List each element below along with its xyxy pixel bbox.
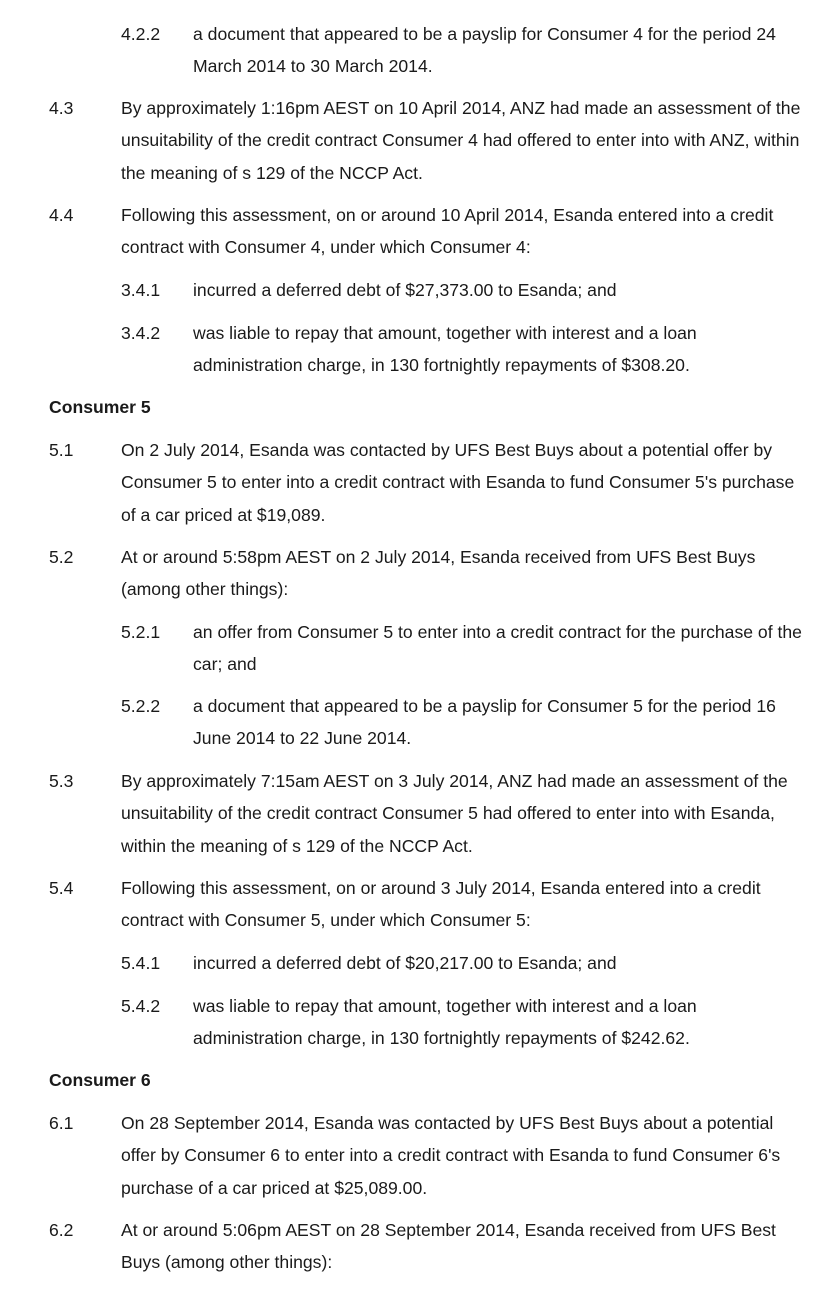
paragraph-number: 4.3 (49, 98, 74, 118)
paragraph-text: was liable to repay that amount, together with interest and a loan administration charge, in 130 fortnightly repayments of $308.20. (193, 323, 697, 376)
paragraph-text: a document that appeared to be a payslip for Consumer 4 for the period 24 March 2014 to 30 March 2014. (193, 24, 776, 77)
paragraph-number: 6.2 (49, 1220, 74, 1240)
paragraph-text: an offer from Consumer 5 to enter into a credit contract for the purchase of the car; and (193, 622, 802, 675)
paragraph-number: 5.2.1 (121, 622, 161, 642)
paragraph-text: On 28 September 2014, Esanda was contacted by UFS Best Buys about a potential offer by Consumer 6 to enter into a credit contract with Esanda to fund Consumer 6's purchase of a car priced at $25,089.00. (121, 1113, 781, 1198)
paragraph-number: 6.1 (49, 1113, 74, 1133)
paragraph-text: a document that appeared to be a payslip for Consumer 5 for the period 16 June 2014 to 22 June 2014. (193, 696, 776, 749)
paragraph-number: 3.4.1 (121, 280, 161, 300)
paragraph-number: 5.3 (49, 771, 74, 791)
paragraph-number: 4.4 (49, 205, 74, 225)
paragraph-number: 5.2 (49, 547, 74, 567)
paragraph-number: 5.4 (49, 878, 74, 898)
paragraph-text: Following this assessment, on or around 3 July 2014, Esanda entered into a credit contract with Consumer 5, under which Consumer 5: (121, 878, 761, 931)
section-heading-consumer-6: Consumer 6 (49, 1070, 151, 1090)
paragraph-text: was liable to repay that amount, together with interest and a loan administration charge, in 130 fortnightly repayments of $242.62. (193, 996, 697, 1049)
paragraph-number: 5.4.2 (121, 996, 161, 1016)
paragraph-number: 3.4.2 (121, 323, 161, 343)
paragraph-number: 5.1 (49, 440, 74, 460)
paragraph-text: By approximately 7:15am AEST on 3 July 2014, ANZ had made an assessment of the unsuitability of the credit contract Consumer 5 had offered to enter into with Esanda, within the meaning of s 129 of the NCCP Act. (121, 771, 788, 856)
paragraph-text: At or around 5:58pm AEST on 2 July 2014, Esanda received from UFS Best Buys (among other things): (121, 547, 756, 600)
paragraph-text: Following this assessment, on or around 10 April 2014, Esanda entered into a credit contract with Consumer 4, under which Consumer 4: (121, 205, 774, 258)
paragraph-text: incurred a deferred debt of $20,217.00 to Esanda; and (193, 953, 617, 973)
section-heading-consumer-5: Consumer 5 (49, 397, 151, 417)
paragraph-text: incurred a deferred debt of $27,373.00 to Esanda; and (193, 280, 617, 300)
paragraph-text: At or around 5:06pm AEST on 28 September 2014, Esanda received from UFS Best Buys (among other things): (121, 1220, 776, 1273)
paragraph-number: 5.2.2 (121, 696, 161, 716)
paragraph-text: On 2 July 2014, Esanda was contacted by UFS Best Buys about a potential offer by Consumer 5 to enter into a credit contract with Esanda to fund Consumer 5's purchase of a car priced at $19,089. (121, 440, 795, 525)
paragraph-text: By approximately 1:16pm AEST on 10 April 2014, ANZ had made an assessment of the unsuitability of the credit contract Consumer 4 had offered to enter into with ANZ, within the meaning of s 129 of the NCCP Act. (121, 98, 801, 183)
paragraph-number: 4.2.2 (121, 24, 161, 44)
paragraph-number: 5.4.1 (121, 953, 161, 973)
